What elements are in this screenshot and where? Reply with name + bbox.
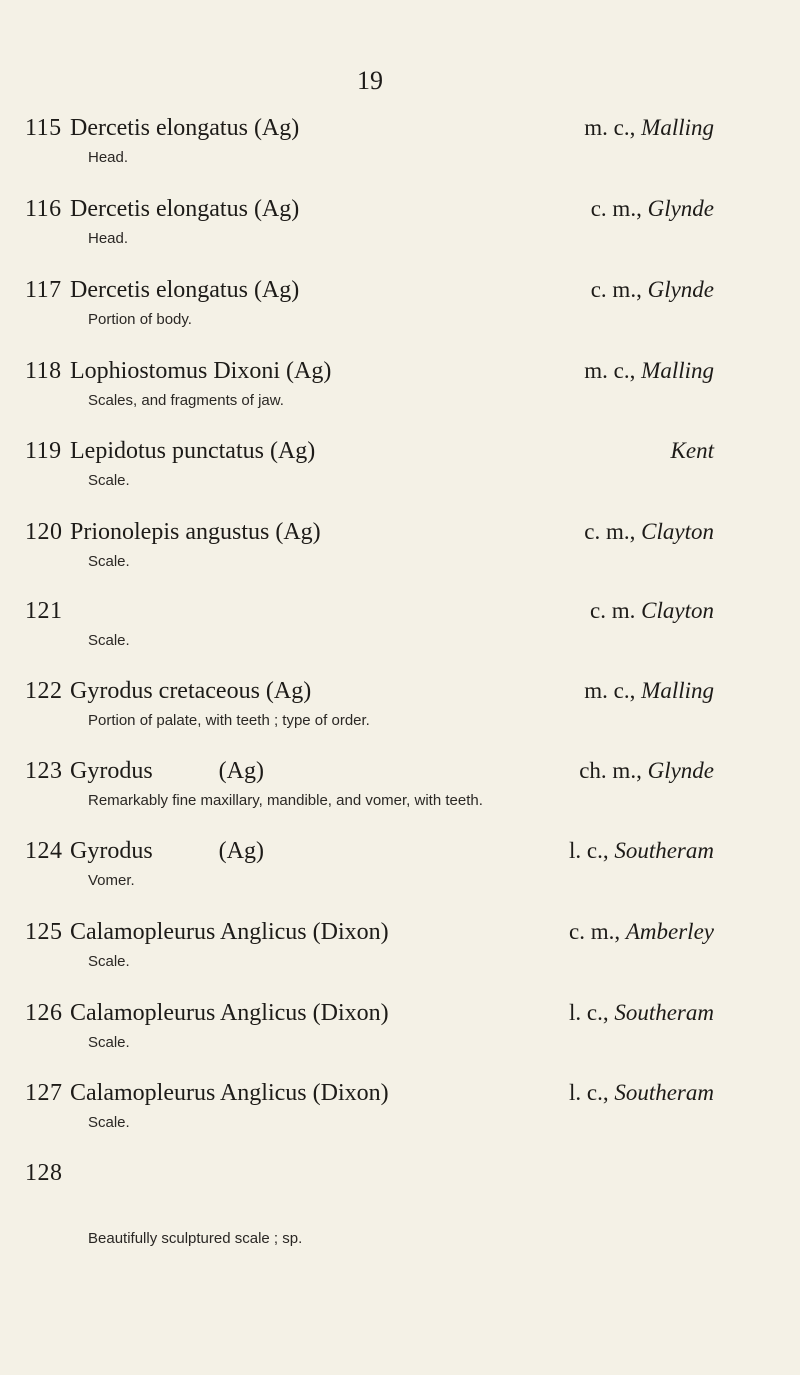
catalogue-entry	[0, 358, 800, 422]
locality-place: Southeram	[614, 1000, 714, 1025]
locality-place: Glynde	[647, 758, 714, 783]
specimen-description: Head.	[88, 230, 129, 247]
specimen-description: Beautifully sculptured scale ; sp.	[88, 1230, 303, 1247]
locality	[591, 277, 714, 303]
entry-number: 121	[25, 598, 63, 624]
locality-place: Malling	[641, 358, 714, 383]
entry-number: 119	[25, 438, 62, 464]
entry-number: 125	[25, 919, 63, 945]
locality-place: Clayton	[641, 519, 714, 544]
specimen-description: Scales, and fragments of jaw.	[88, 392, 284, 409]
entry-number: 126	[25, 1000, 63, 1026]
specimen-description: Portion of body.	[88, 311, 192, 328]
catalogue-entry	[0, 1080, 800, 1144]
locality-formation: m. c.,	[584, 358, 636, 383]
specimen-description: Scale.	[88, 472, 130, 489]
locality-formation: c. m.,	[590, 277, 642, 302]
specimen-description: Scale.	[88, 553, 130, 570]
locality-formation: l. c.,	[568, 1080, 609, 1105]
catalogue-entry	[0, 438, 800, 502]
entry-number: 128	[25, 1160, 63, 1186]
species-name: Lophiostomus Dixoni (Ag)	[70, 358, 332, 384]
entry-number: 124	[25, 838, 63, 864]
locality	[584, 358, 714, 384]
species-name: Gyrodus cretaceous (Ag)	[70, 678, 312, 704]
catalogue-entry	[0, 678, 800, 742]
species-name: Gyrodus (Ag)	[70, 838, 264, 864]
locality	[584, 519, 714, 545]
locality	[590, 598, 714, 624]
entry-number: 117	[25, 277, 62, 303]
catalogue-entry	[0, 598, 800, 662]
locality-formation: c. m.,	[584, 519, 636, 544]
specimen-description: Head.	[88, 149, 129, 166]
entry-number: 127	[25, 1080, 63, 1106]
locality	[671, 438, 714, 464]
locality-formation: c. m.,	[569, 919, 621, 944]
catalogue-entry	[0, 838, 800, 902]
specimen-description: Scale.	[88, 1034, 130, 1051]
entry-number: 115	[25, 115, 62, 141]
locality-formation: m. c.,	[584, 678, 636, 703]
locality-place: Malling	[641, 678, 714, 703]
entry-number: 116	[25, 196, 62, 222]
locality-place: Southeram	[614, 838, 714, 863]
locality	[584, 115, 714, 141]
locality	[569, 1080, 714, 1106]
locality-formation: ch. m.,	[579, 758, 642, 783]
locality-formation: m. c.,	[584, 115, 636, 140]
page-number: 19	[357, 66, 383, 95]
locality-formation: l. c.,	[568, 1000, 609, 1025]
species-name: Calamopleurus Anglicus (Dixon)	[70, 1080, 389, 1106]
catalogue-entry	[0, 115, 800, 179]
specimen-description: Scale.	[88, 632, 130, 649]
locality-formation: c. m.,	[590, 196, 642, 221]
locality-place: Malling	[641, 115, 714, 140]
specimen-description: Remarkably fine maxillary, mandible, and vomer, with teeth.	[88, 792, 483, 809]
specimen-description: Scale.	[88, 953, 130, 970]
catalogue-entry	[0, 519, 800, 583]
species-name: Gyrodus (Ag)	[70, 758, 264, 784]
locality	[579, 758, 714, 784]
specimen-description: Scale.	[88, 1114, 130, 1131]
catalogue-entry	[0, 758, 800, 822]
entry-number: 123	[25, 758, 63, 784]
locality-place: Southeram	[614, 1080, 714, 1105]
locality	[569, 838, 714, 864]
species-name: Calamopleurus Anglicus (Dixon)	[70, 1000, 389, 1026]
entry-number: 120	[25, 519, 63, 545]
catalogue-entry	[0, 1000, 800, 1064]
locality	[584, 678, 714, 704]
species-name: Prionolepis angustus (Ag)	[70, 519, 321, 545]
catalogue-entry	[0, 1160, 800, 1247]
specimen-description: Vomer.	[88, 872, 135, 889]
species-name: Dercetis elongatus (Ag)	[70, 277, 300, 303]
catalogue-entry	[0, 919, 800, 983]
locality	[591, 196, 714, 222]
locality	[569, 1000, 714, 1026]
entry-number: 122	[25, 678, 63, 704]
locality-formation: c. m.	[590, 598, 636, 623]
species-name: Calamopleurus Anglicus (Dixon)	[70, 919, 389, 945]
species-name: Dercetis elongatus (Ag)	[70, 196, 300, 222]
locality-place: Clayton	[641, 598, 714, 623]
species-name: Dercetis elongatus (Ag)	[70, 115, 300, 141]
catalogue-entry	[0, 196, 800, 260]
locality-place: Kent	[670, 438, 714, 463]
specimen-description: Portion of palate, with teeth ; type of order.	[88, 712, 370, 729]
locality	[569, 919, 714, 945]
entry-number: 118	[25, 358, 62, 384]
locality-formation: l. c.,	[568, 838, 609, 863]
species-name: Lepidotus punctatus (Ag)	[70, 438, 316, 464]
locality-place: Glynde	[647, 277, 714, 302]
locality-place: Amberley	[625, 919, 714, 944]
locality-place: Glynde	[647, 196, 714, 221]
catalogue-entry	[0, 277, 800, 341]
